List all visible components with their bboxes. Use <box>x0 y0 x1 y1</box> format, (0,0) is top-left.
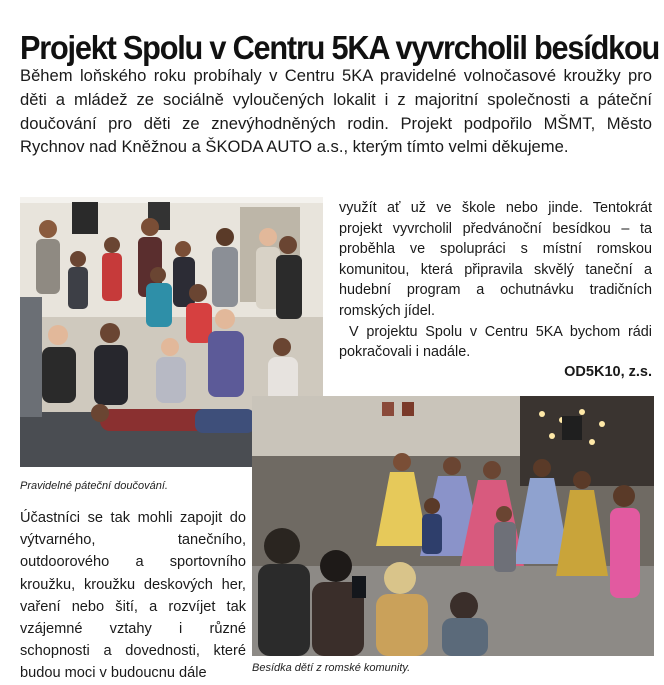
photo1-caption: Pravidelné páteční doučování. <box>20 480 168 492</box>
photo2-caption: Besídka dětí z romské komunity. <box>252 662 411 674</box>
photo-roma-performance <box>252 396 654 656</box>
right-column-paragraph-2: V projektu Spolu v Centru 5KA bychom rádi pokračovali i nadále. <box>339 323 652 361</box>
left-column-text: Účastníci se tak mohli zapojit do výtvarného, tanečního, outdoorového a sportovního kroužku, kroužku deskových her, vaření nebo šití, a rozvíjet tak vzájemné vztahy i různé schopnosti a dovednosti, které budou moci v budoucnu dále <box>20 510 246 682</box>
right-column-paragraph-1: využít ať už ve škole nebo jinde. Tentokrát projekt vyvrcholil předvánoční besídkou – ta proběhla ve spolupráci s místní romskou komunitou, která připravila skvělý taneční a hudební program a ochutnávku tradičních romských jídel. <box>339 200 652 319</box>
right-column-text <box>339 198 652 363</box>
article-intro: Během loňského roku probíhaly v Centru 5KA pravidelné volnočasové kroužky pro děti a mládež ze sociálně vyloučených lokalit i z majoritní společnosti a páteční doučování pro děti ze znevýhodněných rodin. Projekt podpořilo MŠMT, Město Rychnov nad Kněžnou a ŠKODA AUTO a.s., kterým tímto velmi děkujeme. <box>20 66 652 157</box>
article-title: Projekt Spolu v Centru 5KA vyvrcholil besídkou <box>20 29 660 67</box>
signature: OD5K10, z.s. <box>564 364 652 380</box>
